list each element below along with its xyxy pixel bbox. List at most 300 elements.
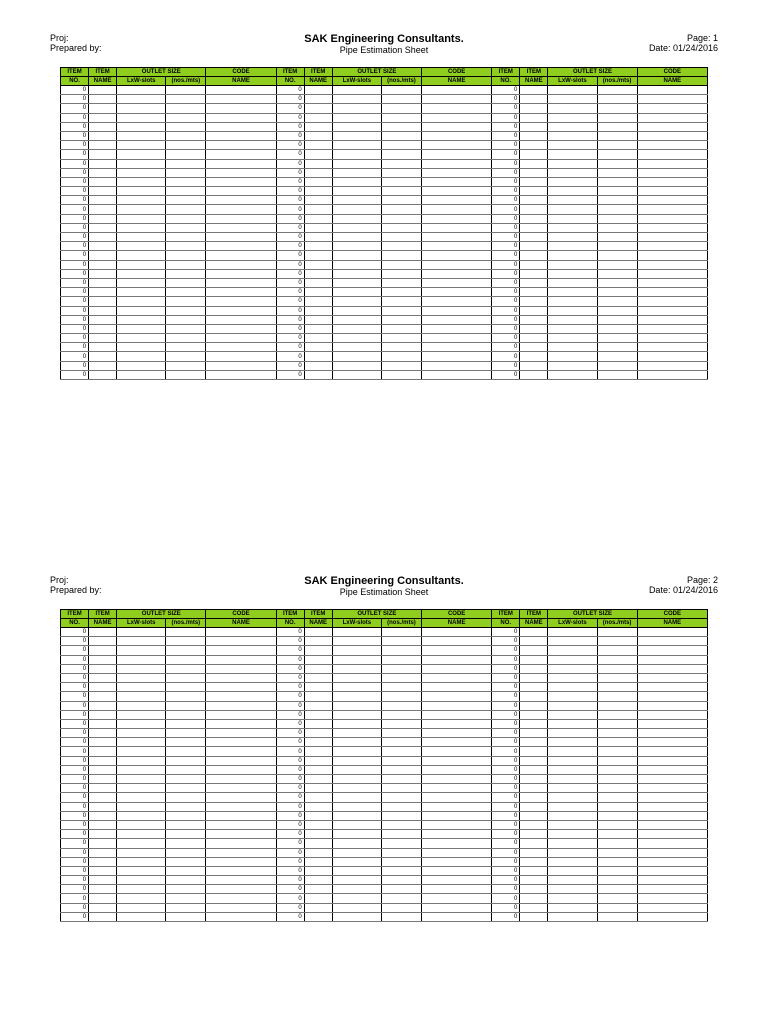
lxw-slots-cell[interactable]: [332, 811, 381, 820]
lxw-slots-cell[interactable]: [332, 692, 381, 701]
lxw-slots-cell[interactable]: [548, 370, 597, 379]
item-name-cell[interactable]: [304, 260, 332, 269]
item-no-cell[interactable]: 0: [61, 306, 89, 315]
nos-mts-cell[interactable]: [166, 894, 206, 903]
item-no-cell[interactable]: 0: [61, 113, 89, 122]
item-name-cell[interactable]: [304, 701, 332, 710]
item-name-cell[interactable]: [520, 765, 548, 774]
lxw-slots-cell[interactable]: [548, 343, 597, 352]
lxw-slots-cell[interactable]: [332, 324, 381, 333]
item-no-cell[interactable]: 0: [276, 876, 304, 885]
lxw-slots-cell[interactable]: [117, 692, 166, 701]
code-name-cell[interactable]: [637, 692, 707, 701]
item-no-cell[interactable]: 0: [276, 857, 304, 866]
code-name-cell[interactable]: [637, 205, 707, 214]
item-no-cell[interactable]: 0: [492, 784, 520, 793]
item-name-cell[interactable]: [520, 223, 548, 232]
nos-mts-cell[interactable]: [166, 664, 206, 673]
lxw-slots-cell[interactable]: [548, 334, 597, 343]
item-no-cell[interactable]: 0: [61, 637, 89, 646]
code-name-cell[interactable]: [422, 352, 492, 361]
item-no-cell[interactable]: 0: [276, 729, 304, 738]
item-no-cell[interactable]: 0: [61, 177, 89, 186]
item-no-cell[interactable]: 0: [276, 159, 304, 168]
nos-mts-cell[interactable]: [166, 297, 206, 306]
nos-mts-cell[interactable]: [381, 775, 421, 784]
nos-mts-cell[interactable]: [597, 141, 637, 150]
nos-mts-cell[interactable]: [166, 912, 206, 921]
item-name-cell[interactable]: [520, 113, 548, 122]
lxw-slots-cell[interactable]: [117, 315, 166, 324]
code-name-cell[interactable]: [637, 756, 707, 765]
item-name-cell[interactable]: [89, 242, 117, 251]
item-name-cell[interactable]: [304, 159, 332, 168]
lxw-slots-cell[interactable]: [117, 830, 166, 839]
item-no-cell[interactable]: 0: [492, 95, 520, 104]
lxw-slots-cell[interactable]: [117, 738, 166, 747]
item-name-cell[interactable]: [520, 885, 548, 894]
nos-mts-cell[interactable]: [381, 857, 421, 866]
item-no-cell[interactable]: 0: [276, 86, 304, 95]
nos-mts-cell[interactable]: [597, 637, 637, 646]
code-name-cell[interactable]: [637, 260, 707, 269]
code-name-cell[interactable]: [422, 223, 492, 232]
item-no-cell[interactable]: 0: [276, 683, 304, 692]
nos-mts-cell[interactable]: [381, 168, 421, 177]
lxw-slots-cell[interactable]: [117, 866, 166, 875]
item-name-cell[interactable]: [520, 177, 548, 186]
nos-mts-cell[interactable]: [381, 306, 421, 315]
item-no-cell[interactable]: 0: [276, 242, 304, 251]
code-name-cell[interactable]: [422, 177, 492, 186]
lxw-slots-cell[interactable]: [548, 738, 597, 747]
code-name-cell[interactable]: [637, 352, 707, 361]
code-name-cell[interactable]: [206, 628, 276, 637]
item-no-cell[interactable]: 0: [492, 297, 520, 306]
item-no-cell[interactable]: 0: [492, 324, 520, 333]
lxw-slots-cell[interactable]: [117, 655, 166, 664]
lxw-slots-cell[interactable]: [332, 701, 381, 710]
item-name-cell[interactable]: [520, 104, 548, 113]
item-name-cell[interactable]: [304, 747, 332, 756]
lxw-slots-cell[interactable]: [548, 242, 597, 251]
nos-mts-cell[interactable]: [597, 912, 637, 921]
code-name-cell[interactable]: [422, 655, 492, 664]
item-name-cell[interactable]: [304, 288, 332, 297]
nos-mts-cell[interactable]: [381, 839, 421, 848]
item-no-cell[interactable]: 0: [61, 370, 89, 379]
code-name-cell[interactable]: [637, 177, 707, 186]
code-name-cell[interactable]: [637, 637, 707, 646]
lxw-slots-cell[interactable]: [332, 912, 381, 921]
code-name-cell[interactable]: [637, 747, 707, 756]
nos-mts-cell[interactable]: [597, 150, 637, 159]
nos-mts-cell[interactable]: [381, 122, 421, 131]
item-no-cell[interactable]: 0: [61, 692, 89, 701]
nos-mts-cell[interactable]: [166, 765, 206, 774]
item-no-cell[interactable]: 0: [276, 150, 304, 159]
lxw-slots-cell[interactable]: [548, 820, 597, 829]
nos-mts-cell[interactable]: [597, 646, 637, 655]
nos-mts-cell[interactable]: [597, 260, 637, 269]
nos-mts-cell[interactable]: [381, 278, 421, 287]
nos-mts-cell[interactable]: [597, 159, 637, 168]
nos-mts-cell[interactable]: [166, 830, 206, 839]
code-name-cell[interactable]: [422, 159, 492, 168]
lxw-slots-cell[interactable]: [332, 269, 381, 278]
code-name-cell[interactable]: [637, 159, 707, 168]
nos-mts-cell[interactable]: [381, 361, 421, 370]
code-name-cell[interactable]: [206, 361, 276, 370]
item-name-cell[interactable]: [304, 738, 332, 747]
code-name-cell[interactable]: [422, 839, 492, 848]
code-name-cell[interactable]: [206, 876, 276, 885]
item-name-cell[interactable]: [520, 141, 548, 150]
item-no-cell[interactable]: 0: [276, 306, 304, 315]
lxw-slots-cell[interactable]: [548, 251, 597, 260]
lxw-slots-cell[interactable]: [548, 233, 597, 242]
lxw-slots-cell[interactable]: [117, 370, 166, 379]
nos-mts-cell[interactable]: [381, 86, 421, 95]
nos-mts-cell[interactable]: [597, 894, 637, 903]
code-name-cell[interactable]: [422, 168, 492, 177]
nos-mts-cell[interactable]: [597, 628, 637, 637]
item-name-cell[interactable]: [89, 361, 117, 370]
lxw-slots-cell[interactable]: [548, 260, 597, 269]
nos-mts-cell[interactable]: [166, 866, 206, 875]
item-name-cell[interactable]: [304, 655, 332, 664]
item-name-cell[interactable]: [304, 122, 332, 131]
item-no-cell[interactable]: 0: [276, 756, 304, 765]
nos-mts-cell[interactable]: [166, 334, 206, 343]
code-name-cell[interactable]: [637, 150, 707, 159]
item-name-cell[interactable]: [520, 775, 548, 784]
lxw-slots-cell[interactable]: [117, 159, 166, 168]
item-name-cell[interactable]: [89, 912, 117, 921]
item-name-cell[interactable]: [304, 848, 332, 857]
code-name-cell[interactable]: [206, 334, 276, 343]
code-name-cell[interactable]: [206, 820, 276, 829]
lxw-slots-cell[interactable]: [332, 655, 381, 664]
nos-mts-cell[interactable]: [597, 86, 637, 95]
code-name-cell[interactable]: [637, 141, 707, 150]
item-no-cell[interactable]: 0: [276, 131, 304, 140]
nos-mts-cell[interactable]: [166, 738, 206, 747]
item-no-cell[interactable]: 0: [61, 793, 89, 802]
item-name-cell[interactable]: [520, 352, 548, 361]
item-name-cell[interactable]: [89, 885, 117, 894]
item-no-cell[interactable]: 0: [61, 104, 89, 113]
lxw-slots-cell[interactable]: [548, 177, 597, 186]
item-name-cell[interactable]: [520, 811, 548, 820]
nos-mts-cell[interactable]: [381, 747, 421, 756]
lxw-slots-cell[interactable]: [117, 150, 166, 159]
lxw-slots-cell[interactable]: [332, 775, 381, 784]
item-name-cell[interactable]: [520, 793, 548, 802]
code-name-cell[interactable]: [422, 784, 492, 793]
code-name-cell[interactable]: [422, 912, 492, 921]
nos-mts-cell[interactable]: [597, 683, 637, 692]
lxw-slots-cell[interactable]: [548, 86, 597, 95]
code-name-cell[interactable]: [637, 251, 707, 260]
code-name-cell[interactable]: [637, 912, 707, 921]
item-no-cell[interactable]: 0: [276, 637, 304, 646]
lxw-slots-cell[interactable]: [332, 738, 381, 747]
code-name-cell[interactable]: [422, 820, 492, 829]
item-no-cell[interactable]: 0: [492, 710, 520, 719]
item-name-cell[interactable]: [89, 765, 117, 774]
item-name-cell[interactable]: [520, 637, 548, 646]
code-name-cell[interactable]: [637, 297, 707, 306]
nos-mts-cell[interactable]: [381, 701, 421, 710]
lxw-slots-cell[interactable]: [117, 361, 166, 370]
item-name-cell[interactable]: [520, 664, 548, 673]
item-no-cell[interactable]: 0: [61, 214, 89, 223]
item-name-cell[interactable]: [520, 324, 548, 333]
code-name-cell[interactable]: [637, 334, 707, 343]
lxw-slots-cell[interactable]: [117, 122, 166, 131]
item-no-cell[interactable]: 0: [492, 131, 520, 140]
item-name-cell[interactable]: [89, 655, 117, 664]
lxw-slots-cell[interactable]: [332, 177, 381, 186]
item-no-cell[interactable]: 0: [492, 141, 520, 150]
lxw-slots-cell[interactable]: [548, 756, 597, 765]
item-name-cell[interactable]: [89, 673, 117, 682]
code-name-cell[interactable]: [637, 729, 707, 738]
item-no-cell[interactable]: 0: [276, 187, 304, 196]
item-no-cell[interactable]: 0: [61, 168, 89, 177]
item-no-cell[interactable]: 0: [492, 278, 520, 287]
code-name-cell[interactable]: [422, 269, 492, 278]
item-no-cell[interactable]: 0: [61, 131, 89, 140]
nos-mts-cell[interactable]: [597, 765, 637, 774]
item-no-cell[interactable]: 0: [61, 196, 89, 205]
lxw-slots-cell[interactable]: [332, 278, 381, 287]
lxw-slots-cell[interactable]: [117, 765, 166, 774]
lxw-slots-cell[interactable]: [548, 306, 597, 315]
code-name-cell[interactable]: [422, 673, 492, 682]
lxw-slots-cell[interactable]: [548, 315, 597, 324]
nos-mts-cell[interactable]: [597, 361, 637, 370]
nos-mts-cell[interactable]: [597, 269, 637, 278]
nos-mts-cell[interactable]: [597, 297, 637, 306]
item-name-cell[interactable]: [89, 710, 117, 719]
code-name-cell[interactable]: [422, 775, 492, 784]
code-name-cell[interactable]: [637, 811, 707, 820]
lxw-slots-cell[interactable]: [332, 894, 381, 903]
nos-mts-cell[interactable]: [597, 811, 637, 820]
code-name-cell[interactable]: [206, 278, 276, 287]
nos-mts-cell[interactable]: [381, 205, 421, 214]
nos-mts-cell[interactable]: [166, 876, 206, 885]
item-no-cell[interactable]: 0: [276, 765, 304, 774]
item-no-cell[interactable]: 0: [492, 122, 520, 131]
item-name-cell[interactable]: [304, 334, 332, 343]
item-no-cell[interactable]: 0: [492, 885, 520, 894]
lxw-slots-cell[interactable]: [117, 646, 166, 655]
lxw-slots-cell[interactable]: [332, 242, 381, 251]
lxw-slots-cell[interactable]: [332, 223, 381, 232]
item-no-cell[interactable]: 0: [492, 830, 520, 839]
lxw-slots-cell[interactable]: [117, 839, 166, 848]
item-name-cell[interactable]: [89, 260, 117, 269]
code-name-cell[interactable]: [422, 233, 492, 242]
nos-mts-cell[interactable]: [597, 324, 637, 333]
item-name-cell[interactable]: [89, 719, 117, 728]
item-no-cell[interactable]: 0: [61, 315, 89, 324]
item-name-cell[interactable]: [304, 95, 332, 104]
item-name-cell[interactable]: [89, 830, 117, 839]
lxw-slots-cell[interactable]: [117, 876, 166, 885]
lxw-slots-cell[interactable]: [117, 205, 166, 214]
code-name-cell[interactable]: [422, 719, 492, 728]
item-no-cell[interactable]: 0: [492, 86, 520, 95]
item-no-cell[interactable]: 0: [61, 701, 89, 710]
item-no-cell[interactable]: 0: [276, 719, 304, 728]
code-name-cell[interactable]: [422, 242, 492, 251]
item-no-cell[interactable]: 0: [276, 177, 304, 186]
code-name-cell[interactable]: [206, 710, 276, 719]
item-no-cell[interactable]: 0: [61, 655, 89, 664]
code-name-cell[interactable]: [637, 104, 707, 113]
code-name-cell[interactable]: [422, 802, 492, 811]
item-no-cell[interactable]: 0: [492, 306, 520, 315]
code-name-cell[interactable]: [637, 885, 707, 894]
nos-mts-cell[interactable]: [597, 866, 637, 875]
nos-mts-cell[interactable]: [597, 903, 637, 912]
lxw-slots-cell[interactable]: [548, 866, 597, 875]
lxw-slots-cell[interactable]: [117, 95, 166, 104]
item-name-cell[interactable]: [520, 288, 548, 297]
code-name-cell[interactable]: [637, 738, 707, 747]
item-no-cell[interactable]: 0: [492, 848, 520, 857]
nos-mts-cell[interactable]: [166, 361, 206, 370]
item-no-cell[interactable]: 0: [492, 894, 520, 903]
item-name-cell[interactable]: [304, 894, 332, 903]
code-name-cell[interactable]: [206, 857, 276, 866]
nos-mts-cell[interactable]: [597, 747, 637, 756]
code-name-cell[interactable]: [637, 719, 707, 728]
item-no-cell[interactable]: 0: [276, 866, 304, 875]
item-name-cell[interactable]: [89, 278, 117, 287]
item-name-cell[interactable]: [89, 95, 117, 104]
item-name-cell[interactable]: [89, 802, 117, 811]
code-name-cell[interactable]: [637, 370, 707, 379]
lxw-slots-cell[interactable]: [332, 187, 381, 196]
nos-mts-cell[interactable]: [166, 214, 206, 223]
item-name-cell[interactable]: [304, 251, 332, 260]
item-no-cell[interactable]: 0: [61, 150, 89, 159]
item-no-cell[interactable]: 0: [276, 141, 304, 150]
item-no-cell[interactable]: 0: [276, 885, 304, 894]
lxw-slots-cell[interactable]: [332, 95, 381, 104]
nos-mts-cell[interactable]: [166, 628, 206, 637]
code-name-cell[interactable]: [422, 637, 492, 646]
code-name-cell[interactable]: [637, 361, 707, 370]
item-no-cell[interactable]: 0: [276, 830, 304, 839]
lxw-slots-cell[interactable]: [548, 131, 597, 140]
code-name-cell[interactable]: [422, 793, 492, 802]
nos-mts-cell[interactable]: [597, 343, 637, 352]
item-name-cell[interactable]: [89, 177, 117, 186]
nos-mts-cell[interactable]: [166, 710, 206, 719]
code-name-cell[interactable]: [637, 701, 707, 710]
item-name-cell[interactable]: [304, 664, 332, 673]
code-name-cell[interactable]: [206, 251, 276, 260]
lxw-slots-cell[interactable]: [332, 251, 381, 260]
code-name-cell[interactable]: [637, 655, 707, 664]
lxw-slots-cell[interactable]: [332, 765, 381, 774]
item-no-cell[interactable]: 0: [492, 196, 520, 205]
item-no-cell[interactable]: 0: [61, 324, 89, 333]
nos-mts-cell[interactable]: [166, 177, 206, 186]
item-name-cell[interactable]: [304, 177, 332, 186]
lxw-slots-cell[interactable]: [332, 802, 381, 811]
lxw-slots-cell[interactable]: [332, 876, 381, 885]
nos-mts-cell[interactable]: [166, 233, 206, 242]
nos-mts-cell[interactable]: [381, 765, 421, 774]
code-name-cell[interactable]: [422, 848, 492, 857]
code-name-cell[interactable]: [422, 150, 492, 159]
item-name-cell[interactable]: [520, 710, 548, 719]
code-name-cell[interactable]: [637, 848, 707, 857]
code-name-cell[interactable]: [637, 830, 707, 839]
lxw-slots-cell[interactable]: [117, 820, 166, 829]
lxw-slots-cell[interactable]: [332, 214, 381, 223]
lxw-slots-cell[interactable]: [548, 297, 597, 306]
code-name-cell[interactable]: [206, 159, 276, 168]
item-name-cell[interactable]: [304, 793, 332, 802]
nos-mts-cell[interactable]: [381, 150, 421, 159]
nos-mts-cell[interactable]: [381, 628, 421, 637]
item-no-cell[interactable]: 0: [61, 664, 89, 673]
nos-mts-cell[interactable]: [381, 683, 421, 692]
item-name-cell[interactable]: [520, 370, 548, 379]
item-name-cell[interactable]: [304, 205, 332, 214]
code-name-cell[interactable]: [206, 131, 276, 140]
code-name-cell[interactable]: [422, 370, 492, 379]
lxw-slots-cell[interactable]: [332, 288, 381, 297]
item-name-cell[interactable]: [520, 802, 548, 811]
code-name-cell[interactable]: [206, 738, 276, 747]
lxw-slots-cell[interactable]: [332, 793, 381, 802]
nos-mts-cell[interactable]: [597, 738, 637, 747]
code-name-cell[interactable]: [637, 122, 707, 131]
item-name-cell[interactable]: [520, 756, 548, 765]
code-name-cell[interactable]: [206, 784, 276, 793]
item-name-cell[interactable]: [89, 168, 117, 177]
item-no-cell[interactable]: 0: [492, 811, 520, 820]
nos-mts-cell[interactable]: [597, 775, 637, 784]
item-no-cell[interactable]: 0: [276, 646, 304, 655]
code-name-cell[interactable]: [422, 343, 492, 352]
nos-mts-cell[interactable]: [166, 839, 206, 848]
lxw-slots-cell[interactable]: [332, 104, 381, 113]
code-name-cell[interactable]: [637, 196, 707, 205]
nos-mts-cell[interactable]: [381, 820, 421, 829]
item-no-cell[interactable]: 0: [276, 122, 304, 131]
nos-mts-cell[interactable]: [597, 857, 637, 866]
code-name-cell[interactable]: [637, 168, 707, 177]
nos-mts-cell[interactable]: [597, 848, 637, 857]
nos-mts-cell[interactable]: [166, 168, 206, 177]
lxw-slots-cell[interactable]: [548, 876, 597, 885]
code-name-cell[interactable]: [206, 104, 276, 113]
item-no-cell[interactable]: 0: [276, 370, 304, 379]
code-name-cell[interactable]: [422, 315, 492, 324]
code-name-cell[interactable]: [206, 214, 276, 223]
item-no-cell[interactable]: 0: [61, 683, 89, 692]
